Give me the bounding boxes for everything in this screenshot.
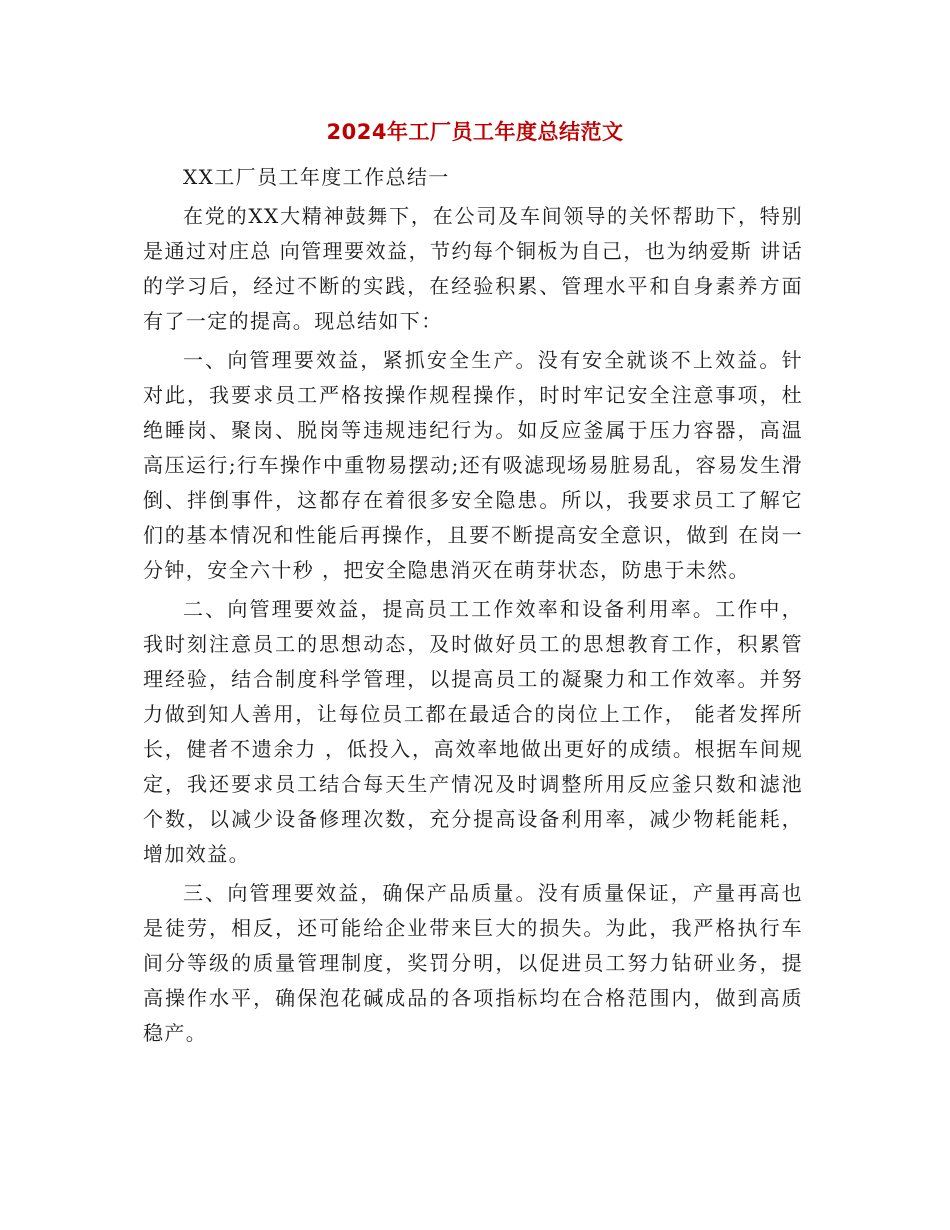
document-body xyxy=(143,160,803,1055)
paragraph-safety: 一、向管理要效益，紧抓安全生产。没有安全就谈不上效益。针对此，我要求员工严格按操作规程操作，时时牢记安全注意事项，杜绝睡岗、聚岗、脱岗等违规违纪行为。如反应釜属于压力容器，高温高压运行;行车操作中重物易摆动;还有吸滤现场易脏易乱，容易发生滑倒、拌倒事件，这都存在着很多安全隐患。所以，我要求员工了解它们的基本情况和性能后再操作，且要不断提高安全意识，做到 在岗一分钟，安全六十秒 ，把安全隐患消灭在萌芽状态，防患于未然。 xyxy=(143,348,803,582)
section-heading: XX工厂员工年度工作总结一 xyxy=(183,165,450,189)
paragraph-quality: 三、向管理要效益，确保产品质量。没有质量保证，产量再高也是徒劳，相反，还可能给企业带来巨大的损失。为此，我严格执行车间分等级的质量管理制度，奖罚分明，以促进员工努力钻研业务，提高操作水平，确保泡花碱成品的各项指标均在合格范围内，做到高质稳产。 xyxy=(143,881,803,1045)
paragraph-intro: 在党的XX大精神鼓舞下，在公司及车间领导的关怀帮助下，特别是通过对庄总 向管理要效益，节约每个铜板为自己，也为纳爱斯 讲话的学习后，经过不断的实践，在经验积累、管理水平和自身素养方面有了一定的提高。现总结如下： xyxy=(143,204,803,333)
paragraph-efficiency: 二、向管理要效益，提高员工工作效率和设备利用率。工作中，我时刻注意员工的思想动态，及时做好员工的思想教育工作，积累管理经验，结合制度科学管理，以提高员工的凝聚力和工作效率。并努力做到知人善用，让每位员工都在最适合的岗位上工作， 能者发挥所长，健者不遗余力 ，低投入，高效率地做出更好的成绩。根据车间规定，我还要求员工结合每天生产情况及时调整所用反应釜只数和滤池个数，以减少设备修理次数，充分提高设备利用率，减少物耗能耗，增加效益。 xyxy=(143,597,803,866)
document-title: 2024年工厂员工年度总结范文 xyxy=(326,120,624,144)
